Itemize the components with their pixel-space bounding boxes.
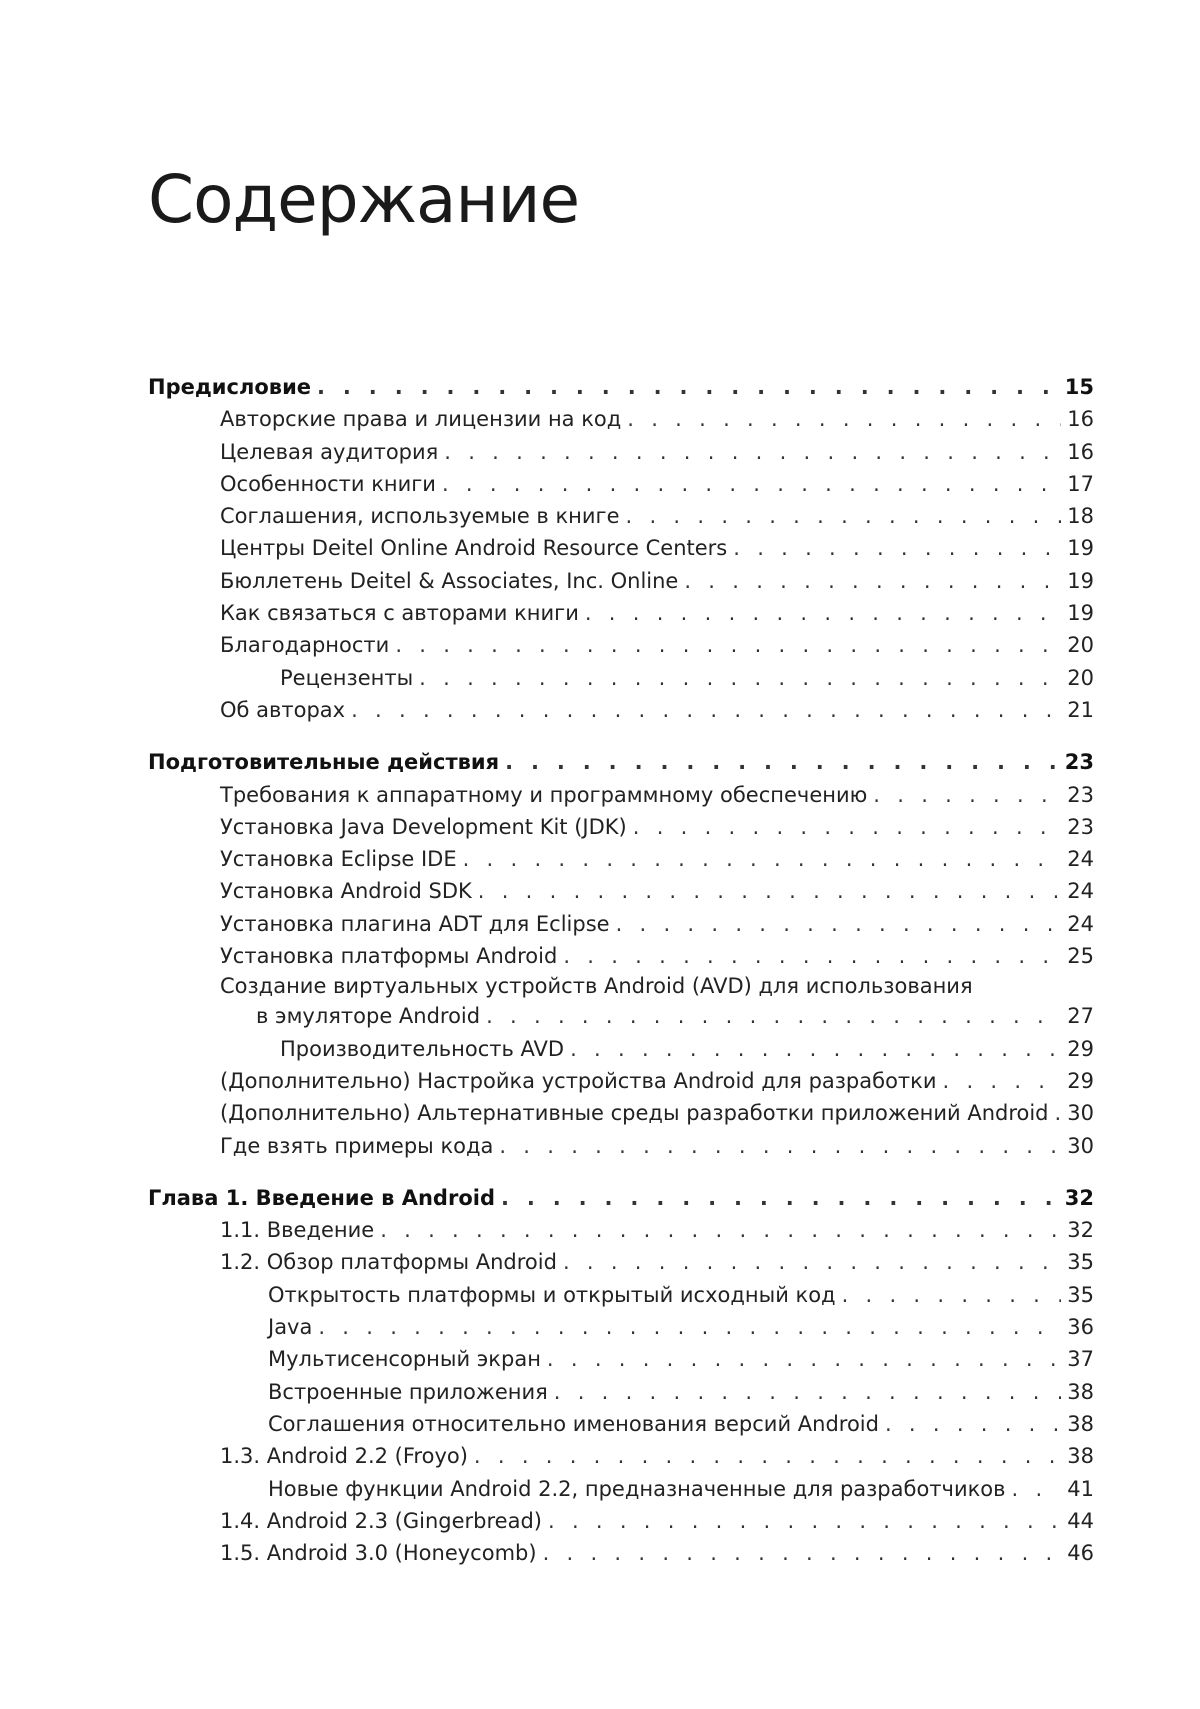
toc-entry[interactable] bbox=[148, 779, 1094, 811]
toc-entry-sub[interactable] bbox=[148, 1376, 1094, 1408]
toc-entry-title: Рецензенты bbox=[280, 665, 414, 690]
dot-leader bbox=[548, 1505, 1061, 1537]
dot-leader bbox=[505, 746, 1059, 778]
toc-entry-title: Бюллетень Deitel & Associates, Inc. Online bbox=[220, 568, 679, 593]
toc-entry-chapter[interactable] bbox=[148, 371, 1094, 403]
toc-entry-title: 1.5. Android 3.0 (Honeycomb) bbox=[220, 1541, 537, 1566]
dot-leader bbox=[419, 662, 1061, 694]
dot-leader bbox=[395, 629, 1061, 661]
toc-entry-page: 23 bbox=[1064, 750, 1094, 775]
toc-entry-title: Об авторах bbox=[220, 697, 346, 722]
dot-leader bbox=[627, 403, 1061, 435]
toc-entry-sub[interactable] bbox=[148, 1473, 1094, 1505]
toc-entry-title: Установка Eclipse IDE bbox=[220, 847, 457, 872]
dot-leader bbox=[547, 1343, 1061, 1375]
toc-entry-title: Где взять примеры кода bbox=[220, 1133, 494, 1158]
toc-entry-page: 30 bbox=[1067, 1101, 1094, 1126]
toc-section bbox=[148, 1182, 1094, 1570]
toc-section bbox=[148, 371, 1094, 726]
toc-entry-title: 1.3. Android 2.2 (Froyo) bbox=[220, 1444, 468, 1469]
dot-leader bbox=[873, 779, 1061, 811]
toc-entry-title: Встроенные приложения bbox=[268, 1379, 548, 1404]
toc-entry-title: Целевая аудитория bbox=[220, 439, 439, 464]
toc-entry-page: 19 bbox=[1067, 568, 1094, 593]
toc-entry-title: Глава 1. Введение в Android bbox=[148, 1185, 495, 1210]
toc-entry[interactable] bbox=[148, 403, 1094, 435]
toc-entry-title: Открытость платформы и открытый исходный код bbox=[268, 1282, 836, 1307]
dot-leader bbox=[885, 1408, 1061, 1440]
toc-entry-title: Установка платформы Android bbox=[220, 944, 558, 969]
toc-entry[interactable] bbox=[148, 908, 1094, 940]
toc-entry-page: 41 bbox=[1067, 1476, 1094, 1501]
dot-leader bbox=[733, 532, 1061, 564]
toc-entry-title: Установка Android SDK bbox=[220, 879, 472, 904]
dot-leader bbox=[684, 565, 1061, 597]
toc-entry-page: 37 bbox=[1067, 1347, 1094, 1372]
toc-entry[interactable] bbox=[148, 1214, 1094, 1246]
toc-entry[interactable] bbox=[148, 875, 1094, 907]
toc-entry[interactable] bbox=[148, 629, 1094, 661]
toc-entry[interactable] bbox=[148, 1130, 1094, 1162]
toc-entry-chapter[interactable] bbox=[148, 746, 1094, 778]
toc-entry-title: Установка Java Development Kit (JDK) bbox=[220, 814, 627, 839]
toc-entry-page: 19 bbox=[1067, 536, 1094, 561]
toc-entry-wrapped-line: Создание виртуальных устройств Android (AVD) для использования bbox=[220, 974, 973, 999]
toc-entry-title: (Дополнительно) Альтернативные среды разработки приложений Android bbox=[220, 1101, 1049, 1126]
toc-entry-title: Соглашения, используемые в книге bbox=[220, 504, 620, 529]
toc-entry-title: Центры Deitel Online Android Resource Centers bbox=[220, 536, 728, 561]
toc-entry-page: 20 bbox=[1067, 633, 1094, 658]
dot-leader bbox=[626, 500, 1062, 532]
toc-entry-title: Подготовительные действия bbox=[148, 750, 500, 775]
toc-entry-page: 23 bbox=[1067, 782, 1094, 807]
toc-entry-page: 27 bbox=[1067, 1004, 1094, 1029]
toc-entry-title: Как связаться с авторами книги bbox=[220, 601, 579, 626]
dot-leader bbox=[478, 875, 1062, 907]
toc-entry-page: 16 bbox=[1067, 407, 1094, 432]
toc-entry-page: 38 bbox=[1067, 1444, 1094, 1469]
dot-leader bbox=[543, 1537, 1062, 1569]
toc-entry[interactable] bbox=[148, 500, 1094, 532]
toc-entry-page: 20 bbox=[1067, 665, 1094, 690]
dot-leader bbox=[318, 1311, 1061, 1343]
toc-entry-page: 17 bbox=[1067, 471, 1094, 496]
toc-entry-page: 38 bbox=[1067, 1411, 1094, 1436]
dot-leader bbox=[501, 1182, 1059, 1214]
dot-leader bbox=[499, 1130, 1061, 1162]
toc-entry[interactable] bbox=[148, 694, 1094, 726]
toc-entry[interactable] bbox=[148, 940, 1094, 972]
toc-entry-page: 32 bbox=[1064, 1185, 1094, 1210]
dot-leader bbox=[317, 371, 1059, 403]
toc-entry[interactable] bbox=[148, 597, 1094, 629]
toc-entry-title: Производительность AVD bbox=[280, 1036, 565, 1061]
toc-entry-page: 29 bbox=[1067, 1036, 1094, 1061]
toc-entry-page: 18 bbox=[1067, 504, 1094, 529]
toc-entry[interactable] bbox=[148, 1246, 1094, 1278]
toc-entry-sub[interactable] bbox=[148, 1033, 1094, 1065]
dot-leader bbox=[563, 940, 1061, 972]
dot-leader bbox=[486, 1000, 1061, 1032]
toc-entry-page: 35 bbox=[1067, 1282, 1094, 1307]
toc-entry-title: Мультисенсорный экран bbox=[268, 1347, 541, 1372]
toc-entry-sub[interactable] bbox=[148, 1343, 1094, 1375]
dot-leader bbox=[463, 843, 1062, 875]
toc-entry-page: 19 bbox=[1067, 601, 1094, 626]
toc-entry-sub[interactable] bbox=[148, 1408, 1094, 1440]
dot-leader bbox=[570, 1033, 1061, 1065]
toc-entry-page: 36 bbox=[1067, 1315, 1094, 1340]
toc-entry-page: 24 bbox=[1067, 847, 1094, 872]
dot-leader bbox=[351, 694, 1061, 726]
toc-entry-page: 35 bbox=[1067, 1250, 1094, 1275]
toc-entry-title: Новые функции Android 2.2, предназначенные для разработчиков bbox=[268, 1476, 1006, 1501]
toc-entry-page: 24 bbox=[1067, 911, 1094, 936]
toc-entry-title: в эмуляторе Android bbox=[256, 1004, 481, 1029]
toc-entry-page: 29 bbox=[1067, 1068, 1094, 1093]
toc-entry-title: (Дополнительно) Настройка устройства Android для разработки bbox=[220, 1068, 937, 1093]
toc-entry-sub[interactable] bbox=[148, 1279, 1094, 1311]
toc-entry[interactable] bbox=[148, 843, 1094, 875]
toc-entry-sub[interactable] bbox=[148, 662, 1094, 694]
dot-leader bbox=[1012, 1473, 1062, 1505]
dot-leader bbox=[474, 1440, 1061, 1472]
toc-entry-page: 46 bbox=[1067, 1541, 1094, 1566]
toc-entry[interactable] bbox=[148, 436, 1094, 468]
dot-leader bbox=[585, 597, 1061, 629]
dot-leader bbox=[380, 1214, 1061, 1246]
toc-entry-page: 32 bbox=[1067, 1218, 1094, 1243]
toc-entry-page: 30 bbox=[1067, 1133, 1094, 1158]
dot-leader bbox=[616, 908, 1062, 940]
toc-entry[interactable] bbox=[148, 468, 1094, 500]
toc-entry-page: 38 bbox=[1067, 1379, 1094, 1404]
toc-entry-title: 1.4. Android 2.3 (Gingerbread) bbox=[220, 1508, 542, 1533]
toc-entry-title: 1.2. Обзор платформы Android bbox=[220, 1250, 557, 1275]
toc-entry-title: Благодарности bbox=[220, 633, 390, 658]
toc-entry[interactable] bbox=[148, 811, 1094, 843]
toc-entry[interactable] bbox=[148, 1097, 1094, 1129]
toc-entry-title: Предисловие bbox=[148, 375, 312, 399]
toc-entry-title: Соглашения относительно именования версий Android bbox=[268, 1411, 879, 1436]
dot-leader bbox=[1055, 1097, 1062, 1129]
dot-leader bbox=[554, 1376, 1062, 1408]
toc-entry-page: 23 bbox=[1067, 814, 1094, 839]
toc-entry-page: 25 bbox=[1067, 944, 1094, 969]
toc-entry[interactable] bbox=[148, 532, 1094, 564]
toc-entry[interactable] bbox=[148, 1000, 1094, 1032]
dot-leader bbox=[442, 468, 1061, 500]
dot-leader bbox=[842, 1279, 1062, 1311]
toc-entry[interactable] bbox=[148, 1537, 1094, 1569]
dot-leader bbox=[444, 436, 1061, 468]
toc-entry-chapter[interactable] bbox=[148, 1182, 1094, 1214]
toc-entry-page: 44 bbox=[1067, 1508, 1094, 1533]
dot-leader bbox=[563, 1246, 1061, 1278]
toc-entry-page: 24 bbox=[1067, 879, 1094, 904]
toc-section bbox=[148, 746, 1094, 1162]
toc-entry-title: Особенности книги bbox=[220, 471, 436, 496]
toc-entry-title: Требования к аппаратному и программному обеспечению bbox=[220, 782, 868, 807]
toc-entry-page: 21 bbox=[1067, 697, 1094, 722]
toc-entry-title: Установка плагина ADT для Eclipse bbox=[220, 911, 610, 936]
toc-entry[interactable] bbox=[148, 1065, 1094, 1097]
toc-entry[interactable] bbox=[148, 1505, 1094, 1537]
dot-leader bbox=[943, 1065, 1062, 1097]
toc-entry-page: 15 bbox=[1064, 375, 1094, 399]
toc-entry-page: 16 bbox=[1067, 439, 1094, 464]
toc-entry-title: Java bbox=[268, 1315, 313, 1340]
toc-entry-title: 1.1. Введение bbox=[220, 1218, 375, 1243]
toc-entry[interactable] bbox=[148, 565, 1094, 597]
table-of-contents bbox=[148, 371, 1094, 1589]
dot-leader bbox=[633, 811, 1062, 843]
toc-entry[interactable] bbox=[148, 1440, 1094, 1472]
page-title: Содержание bbox=[148, 161, 580, 238]
toc-entry-title: Авторские права и лицензии на код bbox=[220, 407, 622, 432]
toc-entry-sub[interactable] bbox=[148, 1311, 1094, 1343]
